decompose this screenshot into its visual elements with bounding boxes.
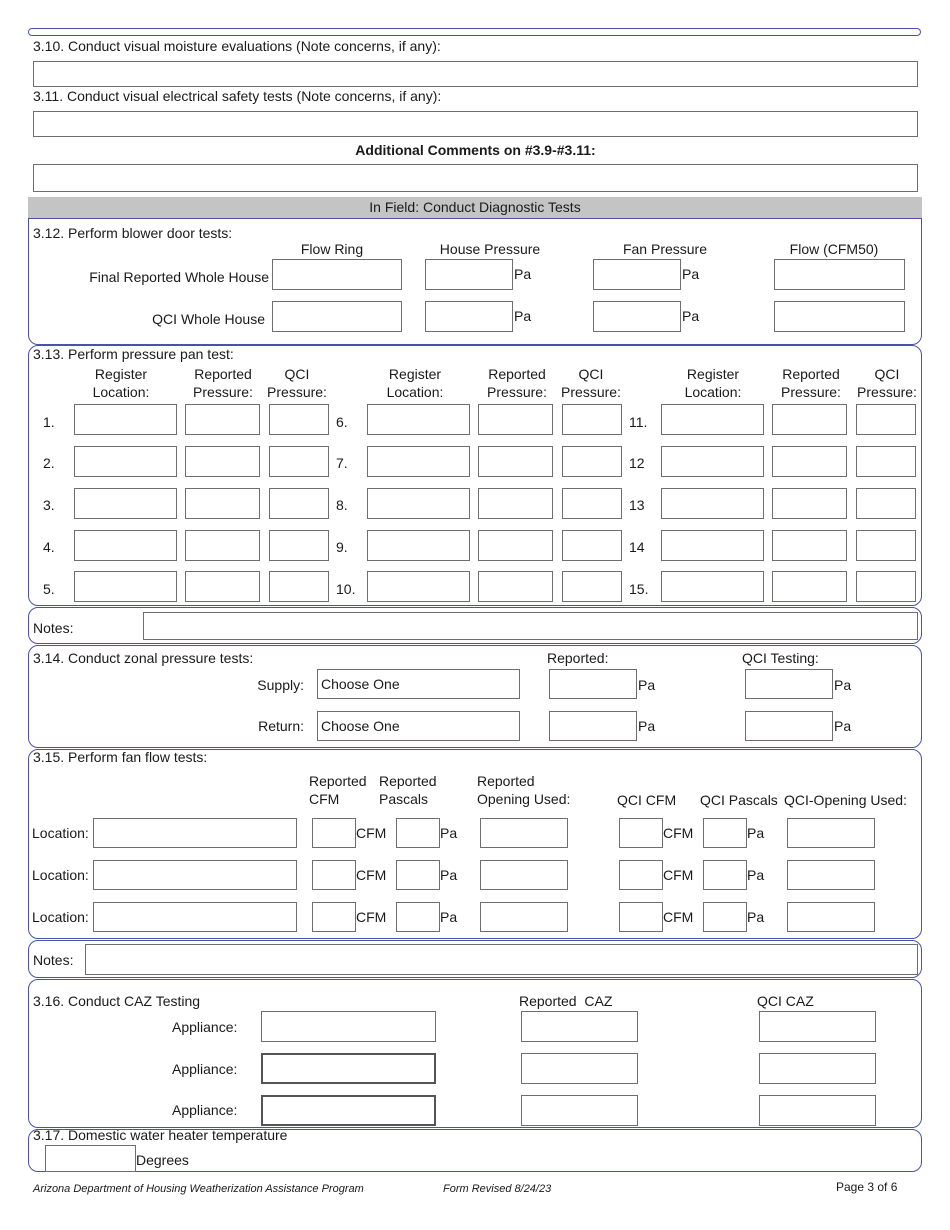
location-label: Location: <box>32 825 89 841</box>
row-number: 5. <box>43 581 55 597</box>
flow-cfm50-header: Flow (CFM50) <box>789 241 879 257</box>
reported-pressure-header: Reported Pressure: <box>193 366 253 400</box>
final-flow-cfm50-input[interactable] <box>774 259 905 290</box>
qci-pascals-input[interactable] <box>703 902 747 932</box>
appliance-label: Appliance: <box>172 1019 238 1035</box>
qci-flow-ring-input[interactable] <box>272 301 402 332</box>
final-house-pressure-input[interactable] <box>425 259 513 290</box>
fan-pressure-header: Fan Pressure <box>622 241 708 257</box>
qci-pressure-input[interactable] <box>269 530 329 561</box>
cfm-unit: CFM <box>356 909 387 925</box>
row-number: 3. <box>43 497 55 513</box>
location-input[interactable] <box>93 860 297 890</box>
cfm-unit: CFM <box>663 909 694 925</box>
return-reported-input[interactable] <box>549 711 637 741</box>
reported-pressure-input[interactable] <box>478 404 553 435</box>
reported-caz-input[interactable] <box>521 1095 638 1126</box>
reported-cfm-input[interactable] <box>312 860 356 890</box>
qci-cfm-header: QCI CFM <box>617 792 677 808</box>
pa-unit: Pa <box>834 718 852 734</box>
diagnostic-tests-banner: In Field: Conduct Diagnostic Tests <box>28 197 922 218</box>
qci-opening-header: QCI-Opening Used: <box>784 792 907 808</box>
page-number: Page 3 of 6 <box>836 1180 898 1194</box>
row-number: 7. <box>336 455 348 471</box>
final-fan-pressure-input[interactable] <box>593 259 681 290</box>
location-input[interactable] <box>93 818 297 848</box>
register-location-input[interactable] <box>74 571 177 602</box>
register-location-input[interactable] <box>661 488 764 519</box>
row-number: 2. <box>43 455 55 471</box>
qci-pressure-input[interactable] <box>269 404 329 435</box>
reported-pressure-header: Reported Pressure: <box>781 366 841 400</box>
qci-caz-input[interactable] <box>759 1095 876 1126</box>
fan-flow-title: 3.15. Perform fan flow tests: <box>33 749 208 765</box>
qci-house-pressure-input[interactable] <box>425 301 513 332</box>
register-location-header: Register Location: <box>386 366 444 400</box>
moisture-evaluation-field[interactable] <box>33 61 918 87</box>
reported-caz-header: Reported CAZ <box>519 993 613 1009</box>
supply-qci-input[interactable] <box>745 669 833 699</box>
pressure-pan-title: 3.13. Perform pressure pan test: <box>33 346 234 362</box>
water-heater-title: 3.17. Domestic water heater temperature <box>33 1127 288 1143</box>
qci-opening-input[interactable] <box>787 818 875 848</box>
zonal-reported-header: Reported: <box>547 650 609 666</box>
footer-revision: Form Revised 8/24/23 <box>443 1183 552 1195</box>
register-location-input[interactable] <box>661 571 764 602</box>
degrees-unit: Degrees <box>136 1152 189 1168</box>
qci-caz-input[interactable] <box>759 1011 876 1042</box>
qci-pressure-header: QCI Pressure: <box>857 366 917 400</box>
register-location-input[interactable] <box>661 404 764 435</box>
final-flow-ring-input[interactable] <box>272 259 402 290</box>
pa-unit: Pa <box>440 909 458 925</box>
top-section-edge <box>28 28 921 36</box>
return-qci-input[interactable] <box>745 711 833 741</box>
row-number: 11. <box>629 414 648 430</box>
reported-pascals-input[interactable] <box>396 902 440 932</box>
notes-label: Notes: <box>33 952 74 968</box>
caz-title: 3.16. Conduct CAZ Testing <box>33 993 201 1009</box>
qci-pressure-input[interactable] <box>269 571 329 602</box>
qci-pascals-input[interactable] <box>703 818 747 848</box>
qci-pressure-input[interactable] <box>856 404 916 435</box>
reported-opening-input[interactable] <box>480 818 568 848</box>
register-location-input[interactable] <box>74 446 177 477</box>
pa-unit: Pa <box>747 867 765 883</box>
pa-unit: Pa <box>747 825 765 841</box>
pa-unit: Pa <box>514 308 532 324</box>
qci-cfm-input[interactable] <box>619 902 663 932</box>
row-number: 1. <box>43 414 55 430</box>
register-location-input[interactable] <box>367 446 470 477</box>
qci-pressure-input[interactable] <box>856 571 916 602</box>
pressure-pan-notes-field[interactable] <box>143 612 918 640</box>
reported-pressure-input[interactable] <box>185 446 260 477</box>
appliance-input[interactable] <box>261 1053 436 1084</box>
qci-pressure-header: QCI Pressure: <box>267 366 327 400</box>
reported-pressure-input[interactable] <box>478 571 553 602</box>
reported-caz-input[interactable] <box>521 1053 638 1084</box>
footer-organization: Arizona Department of Housing Weatherization Assistance Program <box>33 1183 364 1195</box>
reported-pressure-input[interactable] <box>772 446 847 477</box>
row-number: 4. <box>43 539 55 555</box>
blower-door-title: 3.12. Perform blower door tests: <box>33 225 233 241</box>
qci-pressure-input[interactable] <box>562 530 622 561</box>
qci-caz-header: QCI CAZ <box>757 993 814 1009</box>
qci-pressure-input[interactable] <box>269 446 329 477</box>
final-reported-whole-house-label: Final Reported Whole House <box>89 269 269 285</box>
reported-pascals-input[interactable] <box>396 860 440 890</box>
row-number: 15. <box>629 581 649 597</box>
water-heater-temperature-input[interactable] <box>45 1145 136 1172</box>
appliance-label: Appliance: <box>172 1102 238 1118</box>
reported-pressure-input[interactable] <box>185 404 260 435</box>
return-select[interactable]: Choose One <box>317 711 520 741</box>
reported-cfm-input[interactable] <box>312 818 356 848</box>
reported-cfm-input[interactable] <box>312 902 356 932</box>
notes-label: Notes: <box>33 620 74 636</box>
pa-unit: Pa <box>747 909 765 925</box>
qci-pressure-input[interactable] <box>856 488 916 519</box>
additional-comments-heading: Additional Comments on #3.9-#3.11: <box>355 142 596 158</box>
register-location-input[interactable] <box>661 530 764 561</box>
zonal-qci-header: QCI Testing: <box>742 650 819 666</box>
qci-pressure-input[interactable] <box>856 530 916 561</box>
qci-pressure-input[interactable] <box>562 446 622 477</box>
item-3-10-label: 3.10. Conduct visual moisture evaluations (Note concerns, if any): <box>33 38 441 54</box>
reported-pressure-input[interactable] <box>772 530 847 561</box>
qci-fan-pressure-input[interactable] <box>593 301 681 332</box>
location-label: Location: <box>32 909 89 925</box>
reported-pressure-input[interactable] <box>478 446 553 477</box>
pa-unit: Pa <box>638 677 656 693</box>
pa-unit: Pa <box>440 867 458 883</box>
supply-label: Supply: <box>257 677 304 693</box>
reported-cfm-header: Reported CFM <box>309 773 367 807</box>
qci-pressure-input[interactable] <box>562 488 622 519</box>
qci-cfm-input[interactable] <box>619 818 663 848</box>
qci-flow-cfm50-input[interactable] <box>774 301 905 332</box>
register-location-input[interactable] <box>367 488 470 519</box>
return-label: Return: <box>258 718 304 734</box>
row-number: 12 <box>629 455 645 471</box>
pa-unit: Pa <box>638 718 656 734</box>
reported-pressure-input[interactable] <box>772 488 847 519</box>
supply-select[interactable]: Choose One <box>317 669 520 699</box>
qci-pressure-input[interactable] <box>562 404 622 435</box>
row-number: 13 <box>629 497 645 513</box>
register-location-header: Register Location: <box>684 366 742 400</box>
row-number: 10. <box>336 581 356 597</box>
register-location-header: Register Location: <box>92 366 150 400</box>
reported-pressure-input[interactable] <box>185 488 260 519</box>
qci-pascals-header: QCI Pascals <box>700 792 778 808</box>
location-label: Location: <box>32 867 89 883</box>
appliance-input[interactable] <box>261 1095 436 1126</box>
reported-opening-input[interactable] <box>480 902 568 932</box>
cfm-unit: CFM <box>356 867 387 883</box>
pa-unit: Pa <box>834 677 852 693</box>
qci-cfm-input[interactable] <box>619 860 663 890</box>
reported-pressure-input[interactable] <box>772 404 847 435</box>
register-location-input[interactable] <box>367 571 470 602</box>
cfm-unit: CFM <box>663 825 694 841</box>
qci-opening-input[interactable] <box>787 902 875 932</box>
reported-pascals-input[interactable] <box>396 818 440 848</box>
qci-whole-house-label: QCI Whole House <box>152 311 265 327</box>
reported-caz-input[interactable] <box>521 1011 638 1042</box>
pa-unit: Pa <box>682 308 700 324</box>
qci-pressure-input[interactable] <box>562 571 622 602</box>
fan-flow-notes-field[interactable] <box>85 944 918 975</box>
pa-unit: Pa <box>514 266 532 282</box>
register-location-input[interactable] <box>367 404 470 435</box>
register-location-input[interactable] <box>74 488 177 519</box>
qci-pascals-input[interactable] <box>703 860 747 890</box>
zonal-pressure-title: 3.14. Conduct zonal pressure tests: <box>33 650 254 666</box>
register-location-input[interactable] <box>74 530 177 561</box>
additional-comments-field[interactable] <box>33 164 918 192</box>
row-number: 6. <box>336 414 348 430</box>
pa-unit: Pa <box>682 266 700 282</box>
pa-unit: Pa <box>440 825 458 841</box>
location-input[interactable] <box>93 902 297 932</box>
register-location-input[interactable] <box>367 530 470 561</box>
reported-pressure-input[interactable] <box>185 530 260 561</box>
electrical-safety-field[interactable] <box>33 111 918 137</box>
appliance-label: Appliance: <box>172 1061 238 1077</box>
register-location-input[interactable] <box>661 446 764 477</box>
reported-opening-input[interactable] <box>480 860 568 890</box>
flow-ring-header: Flow Ring <box>300 241 364 257</box>
reported-pressure-input[interactable] <box>772 571 847 602</box>
cfm-unit: CFM <box>356 825 387 841</box>
qci-pressure-input[interactable] <box>856 446 916 477</box>
reported-opening-header: Reported Opening Used: <box>477 773 571 807</box>
reported-pressure-input[interactable] <box>478 488 553 519</box>
qci-opening-input[interactable] <box>787 860 875 890</box>
register-location-input[interactable] <box>74 404 177 435</box>
reported-pressure-input[interactable] <box>478 530 553 561</box>
reported-pascals-header: Reported Pascals <box>379 773 437 807</box>
appliance-input[interactable] <box>261 1011 436 1042</box>
supply-reported-input[interactable] <box>549 669 637 699</box>
reported-pressure-header: Reported Pressure: <box>487 366 547 400</box>
qci-pressure-header: QCI Pressure: <box>561 366 621 400</box>
row-number: 9. <box>336 539 348 555</box>
item-3-11-label: 3.11. Conduct visual electrical safety tests (Note concerns, if any): <box>33 88 442 104</box>
cfm-unit: CFM <box>663 867 694 883</box>
row-number: 14 <box>629 539 645 555</box>
qci-pressure-input[interactable] <box>269 488 329 519</box>
row-number: 8. <box>336 497 348 513</box>
reported-pressure-input[interactable] <box>185 571 260 602</box>
qci-caz-input[interactable] <box>759 1053 876 1084</box>
house-pressure-header: House Pressure <box>439 241 541 257</box>
